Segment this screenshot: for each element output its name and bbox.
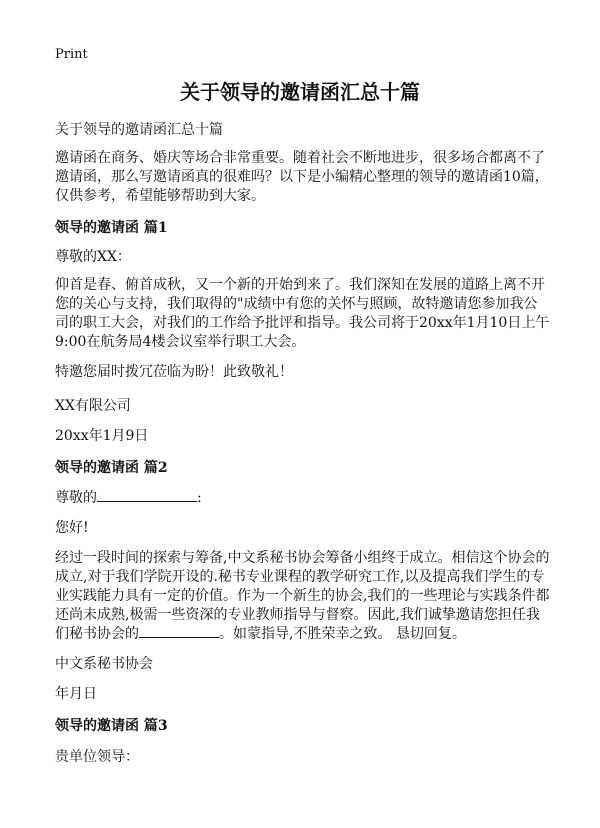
print-link[interactable]: Print	[55, 47, 88, 62]
letter2-signature: 中文系秘书协会	[55, 656, 153, 672]
letter1-closing: 特邀您届时拨冗莅临为盼！此致敬礼！	[55, 364, 293, 380]
document-title: 关于领导的邀请函汇总十篇	[180, 80, 420, 104]
letter2-salutation-suffix: :	[197, 490, 202, 506]
letter2-salutation	[55, 489, 550, 508]
intro-paragraph: 邀请函在商务、婚庆等场合非常重要。随着社会不断地进步，很多场合都离不了邀请函，那么写邀请函真的很难吗？以下是小编精心整理的领导的邀请函10篇，仅供参考，希望能够帮助到大家。	[55, 150, 549, 204]
letter2-salutation-prefix: 尊敬的	[55, 490, 97, 506]
letter2-body-part2: 。如蒙指导,不胜荣幸之致。 恳切回复。	[219, 626, 466, 642]
letter2-body-part1: 经过一段时间的探索与筹备,中文系秘书协会筹备小组终于成立。相信这个协会的成立,对于我们学院开设的.秘书专业课程的教学研究工作,以及提高我们学生的专业实践能力具有一定的价值。作为一个新生的协会,我们的一些理论与实践条件都还尚未成熟,极需一些资深的专业教师指导与督察。因此,我们诚挚邀请您担任我们秘书协会的	[55, 550, 550, 642]
letter3-heading: 领导的邀请函 篇3	[55, 718, 168, 734]
position-blank-line	[139, 636, 219, 638]
letter2-greeting: 您好!	[55, 520, 89, 536]
letter1-date: 20xx年1月9日	[55, 428, 149, 444]
letter1-salutation: 尊敬的XX：	[55, 249, 131, 265]
salutation-blank-line	[97, 500, 197, 502]
letter1-heading: 领导的邀请函 篇1	[55, 220, 168, 236]
letter3-salutation: 贵单位领导：	[55, 749, 139, 765]
letter2-date: 年月日	[55, 686, 97, 702]
letter2-body	[55, 549, 550, 644]
document-subtitle: 关于领导的邀请函汇总十篇	[55, 122, 223, 138]
letter2-heading: 领导的邀请函 篇2	[55, 460, 168, 476]
letter1-body: 仰首是春、俯首成秋，又一个新的开始到来了。我们深知在发展的道路上离不开您的关心与支持，我们取得的"成绩中有您的关怀与照顾，故特邀请您参加我公司的职工大会，对我们的工作给予批评和指导。我公司将于20xx年1月10日上午9:00在航务局4楼会议室举行职工大会。	[55, 277, 550, 350]
letter1-signature: XX有限公司	[55, 398, 131, 414]
